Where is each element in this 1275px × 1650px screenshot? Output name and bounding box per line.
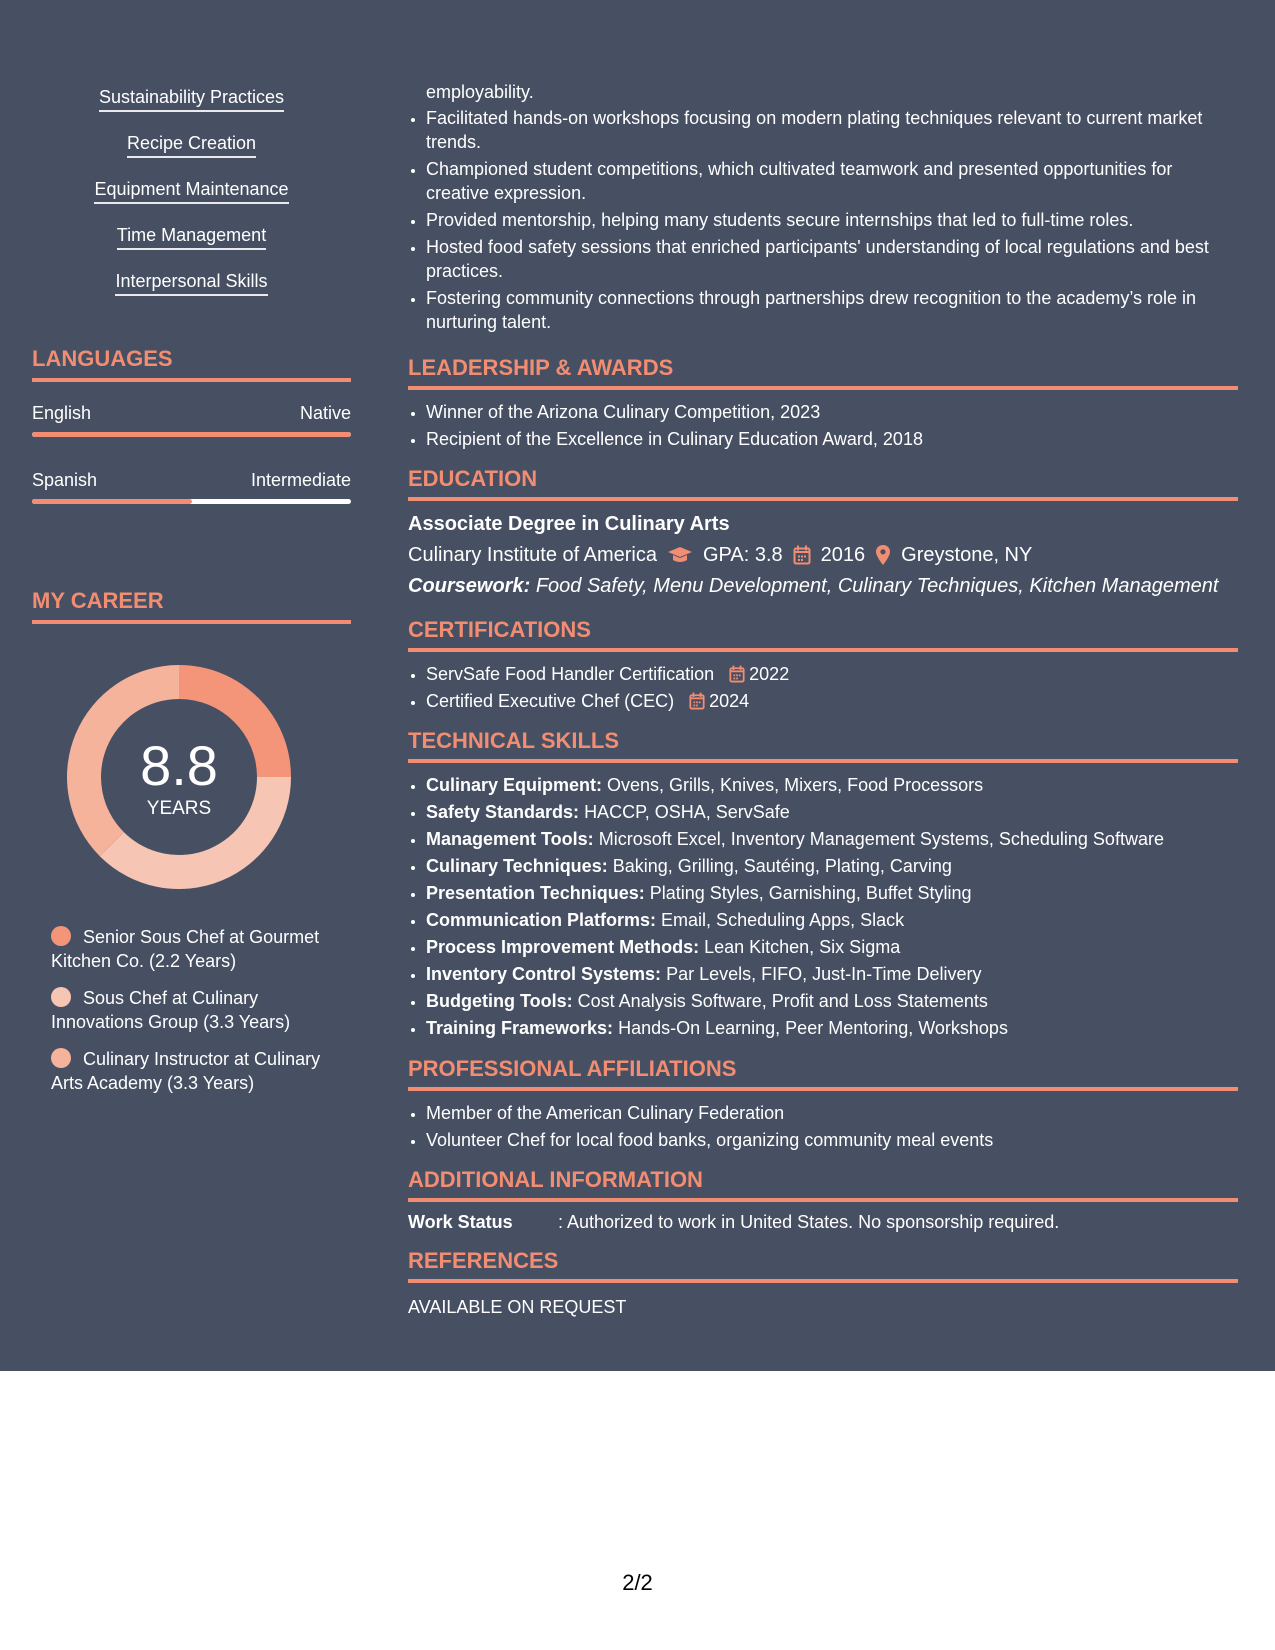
- technical-skill-key: Training Frameworks:: [426, 1018, 614, 1038]
- technical-skill-value: Cost Analysis Software, Profit and Loss Statements: [577, 991, 988, 1011]
- legend-dot: [51, 987, 71, 1007]
- experience-bullet: • Provided mentorship, helping many students secure internships that led to full-time roles.: [426, 208, 1238, 232]
- education-year: 2016: [820, 544, 866, 566]
- technical-skill-key: Budgeting Tools:: [426, 991, 573, 1011]
- legend-label: Culinary Instructor at Culinary Arts Academy (3.3 Years): [51, 1049, 321, 1093]
- award-item: • Winner of the Arizona Culinary Competition, 2023: [426, 400, 1238, 424]
- technical-skill-item: [426, 800, 1238, 824]
- technical-skill-item: [426, 908, 1238, 932]
- career-section: [32, 588, 351, 624]
- affiliations-section: [408, 1056, 1238, 1155]
- additional-info-section: [408, 1167, 1238, 1234]
- calendar-icon: [793, 545, 811, 565]
- affiliations-title: PROFESSIONAL AFFILIATIONS: [408, 1056, 1238, 1091]
- experience-bullet: • Hosted food safety sessions that enriched participants' understanding of local regulations and best practices.: [426, 235, 1238, 283]
- career-legend: [51, 925, 331, 1108]
- legend-label: Senior Sous Chef at Gourmet Kitchen Co. (2.2 Years): [51, 927, 320, 971]
- awards-title: LEADERSHIP & AWARDS: [408, 355, 1238, 390]
- technical-skill-value: Ovens, Grills, Knives, Mixers, Food Processors: [607, 775, 984, 795]
- language-bar: [32, 432, 351, 437]
- technical-skill-item: [426, 773, 1238, 797]
- technical-skill-value: Email, Scheduling Apps, Slack: [661, 910, 905, 930]
- technical-skill-key: Communication Platforms:: [426, 910, 657, 930]
- language-name: English: [32, 403, 92, 423]
- career-legend-item: [51, 986, 331, 1034]
- location-pin-icon: [875, 544, 891, 566]
- work-status-value: : Authorized to work in United States. No sponsorship required.: [558, 1212, 1060, 1232]
- certifications-section: [408, 617, 1238, 716]
- technical-skill-value: Lean Kitchen, Six Sigma: [704, 937, 901, 957]
- certification-item: [426, 689, 1238, 713]
- skill-item: Recipe Creation: [127, 132, 256, 158]
- technical-skill-item: [426, 989, 1238, 1013]
- language-name: Spanish: [32, 470, 98, 490]
- technical-skill-value: Microsoft Excel, Inventory Management Systems, Scheduling Software: [598, 829, 1164, 849]
- certification-year: 2024: [709, 691, 750, 711]
- coursework-label: Coursework:: [408, 575, 531, 597]
- language-bar-fill: [32, 499, 192, 504]
- languages-title: LANGUAGES: [32, 346, 351, 382]
- education-details: [408, 542, 1238, 568]
- certification-name: Certified Executive Chef (CEC): [426, 691, 675, 711]
- experience-bullet: • Championed student competitions, which cultivated teamwork and presented opportunities for creative expression.: [426, 157, 1238, 205]
- education-school: Culinary Institute of America: [408, 544, 657, 566]
- career-total-years: 8.8: [140, 734, 218, 797]
- affiliation-item: • Volunteer Chef for local food banks, organizing community meal events: [426, 1128, 1238, 1152]
- technical-skill-value: HACCP, OSHA, ServSafe: [584, 802, 790, 822]
- experience-bullets: [408, 106, 1238, 337]
- language-level: Native: [299, 403, 351, 423]
- award-item: • Recipient of the Excellence in Culinary Education Award, 2018: [426, 427, 1238, 451]
- technical-skill-key: Presentation Techniques:: [426, 883, 645, 903]
- education-coursework: [408, 573, 1238, 599]
- technical-skills-title: TECHNICAL SKILLS: [408, 728, 1238, 763]
- certification-year: 2022: [749, 664, 790, 684]
- coursework-text: Food Safety, Menu Development, Culinary Techniques, Kitchen Management: [535, 575, 1219, 597]
- work-status-row: [408, 1210, 1238, 1234]
- references-section: [408, 1248, 1238, 1319]
- technical-skill-item: [426, 854, 1238, 878]
- career-legend-item: [51, 1047, 331, 1095]
- education-title: EDUCATION: [408, 466, 1238, 501]
- legend-dot: [51, 926, 71, 946]
- education-section: [408, 466, 1238, 599]
- legend-dot: [51, 1048, 71, 1068]
- career-donut-label: [66, 664, 292, 890]
- technical-skill-value: Hands-On Learning, Peer Mentoring, Workshops: [618, 1018, 1008, 1038]
- additional-info-title: ADDITIONAL INFORMATION: [408, 1167, 1238, 1202]
- awards-section: [408, 355, 1238, 454]
- skill-item: Time Management: [117, 224, 266, 250]
- certification-name: ServSafe Food Handler Certification: [426, 664, 715, 684]
- skill-item: Sustainability Practices: [99, 86, 284, 112]
- career-title: MY CAREER: [32, 588, 351, 624]
- technical-skill-item: [426, 881, 1238, 905]
- certifications-title: CERTIFICATIONS: [408, 617, 1238, 652]
- technical-skill-value: Baking, Grilling, Sautéing, Plating, Carving: [612, 856, 952, 876]
- technical-skill-key: Inventory Control Systems:: [426, 964, 662, 984]
- education-degree: Associate Degree in Culinary Arts: [408, 513, 730, 535]
- education-location: Greystone, NY: [901, 544, 1033, 566]
- experience-bullet: • Facilitated hands-on workshops focusing on modern plating techniques relevant to current market trends.: [426, 106, 1238, 154]
- experience-bullet: • Fostering community connections through partnerships drew recognition to the academy’s role in nurturing talent.: [426, 286, 1238, 334]
- technical-skill-key: Safety Standards:: [426, 802, 580, 822]
- language-english: [32, 402, 351, 437]
- work-status-label: Work Status: [408, 1212, 513, 1232]
- career-legend-item: [51, 925, 331, 973]
- experience-continued-text: employability.: [426, 82, 534, 102]
- technical-skills-section: [408, 728, 1238, 1043]
- career-years-unit: YEARS: [146, 798, 212, 819]
- technical-skill-key: Culinary Techniques:: [426, 856, 608, 876]
- calendar-icon: [729, 665, 745, 683]
- skill-item: Interpersonal Skills: [115, 270, 267, 296]
- calendar-icon: [689, 692, 705, 710]
- technical-skill-key: Culinary Equipment:: [426, 775, 603, 795]
- affiliation-item: • Member of the American Culinary Federation: [426, 1101, 1238, 1125]
- language-spanish: [32, 469, 351, 504]
- references-text: AVAILABLE ON REQUEST: [408, 1297, 627, 1317]
- language-level: Intermediate: [250, 470, 351, 490]
- languages-section: [32, 346, 351, 504]
- skills-list: [32, 86, 351, 316]
- technical-skill-item: [426, 935, 1238, 959]
- technical-skill-item: [426, 827, 1238, 851]
- graduation-cap-icon: [667, 545, 693, 565]
- technical-skill-key: Management Tools:: [426, 829, 594, 849]
- technical-skill-item: [426, 1016, 1238, 1040]
- technical-skill-value: Plating Styles, Garnishing, Buffet Styling: [649, 883, 972, 903]
- page-number: 2/2: [622, 1570, 653, 1595]
- legend-label: Sous Chef at Culinary Innovations Group (3.3 Years): [51, 988, 291, 1032]
- technical-skill-key: Process Improvement Methods:: [426, 937, 700, 957]
- certification-item: [426, 662, 1238, 686]
- references-title: REFERENCES: [408, 1248, 1238, 1283]
- skill-item: Equipment Maintenance: [94, 178, 288, 204]
- technical-skill-value: Par Levels, FIFO, Just-In-Time Delivery: [666, 964, 982, 984]
- language-bar-fill: [32, 432, 351, 437]
- technical-skill-item: [426, 962, 1238, 986]
- language-bar: [32, 499, 351, 504]
- education-gpa: GPA: 3.8: [703, 544, 783, 566]
